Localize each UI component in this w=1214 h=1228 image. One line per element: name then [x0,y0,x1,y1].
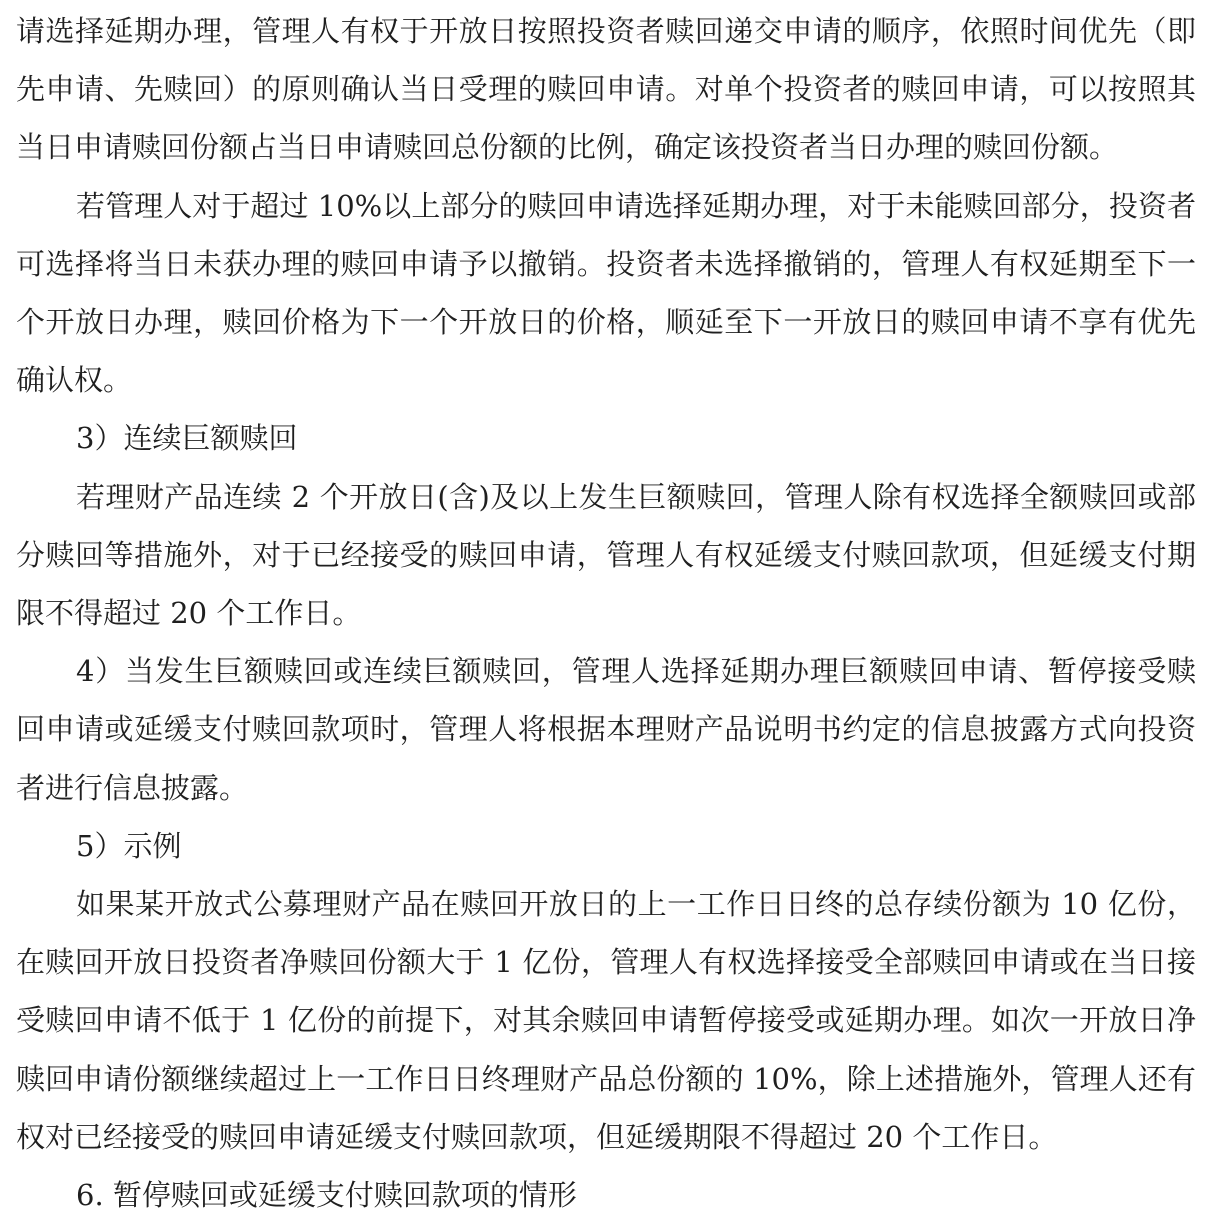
paragraph-disclosure: 4）当发生巨额赎回或连续巨额赎回，管理人选择延期办理巨额赎回申请、暂停接受赎回申请或延缓支付赎回款项时，管理人将根据本理财产品说明书约定的信息披露方式向投资者进行信息披露。 [16,654,1196,805]
paragraph-deferred-redemption: 若管理人对于超过 10%以上部分的赎回申请选择延期办理，对于未能赎回部分，投资者可选择将当日未获办理的赎回申请予以撤销。投资者未选择撤销的，管理人有权延期至下一个开放日办理，赎回价格为下一个开放日的价格，顺延至下一开放日的赎回申请不享有优先确认权。 [16,188,1196,398]
heading-suspension: 6. 暂停赎回或延缓支付赎回款项的情形 [76,1178,577,1213]
paragraph-continuation: 请选择延期办理，管理人有权于开放日按照投资者赎回递交申请的顺序，依照时间优先（即先申请、先赎回）的原则确认当日受理的赎回申请。对单个投资者的赎回申请，可以按照其当日申请赎回份额占当日申请赎回总份额的比例，确定该投资者当日办理的赎回份额。 [16,14,1196,165]
paragraph-example: 如果某开放式公募理财产品在赎回开放日的上一工作日日终的总存续份额为 10 亿份，在赎回开放日投资者净赎回份额大于 1 亿份，管理人有权选择接受全部赎回申请或在当日接受赎回申请不低于 1 亿份的前提下，对其余赎回申请暂停接受或延期办理。如次一开放日净赎回申请份额继续超过上一工作日日终理财产品总份额的 10%，除上述措施外，管理人还有权对已经接受的赎回申请延缓支付赎回款项，但延缓期限不得超过 20 个工作日。 [16,887,1196,1154]
heading-consecutive-large-redemption: 3）连续巨额赎回 [76,421,298,456]
heading-example: 5）示例 [76,828,182,863]
document-page [16,0,1196,1224]
paragraph-consecutive-large-redemption: 若理财产品连续 2 个开放日(含)及以上发生巨额赎回，管理人除有权选择全额赎回或部分赎回等措施外，对于已经接受的赎回申请，管理人有权延缓支付赎回款项，但延缓支付期限不得超过 20 个工作日。 [16,479,1196,631]
